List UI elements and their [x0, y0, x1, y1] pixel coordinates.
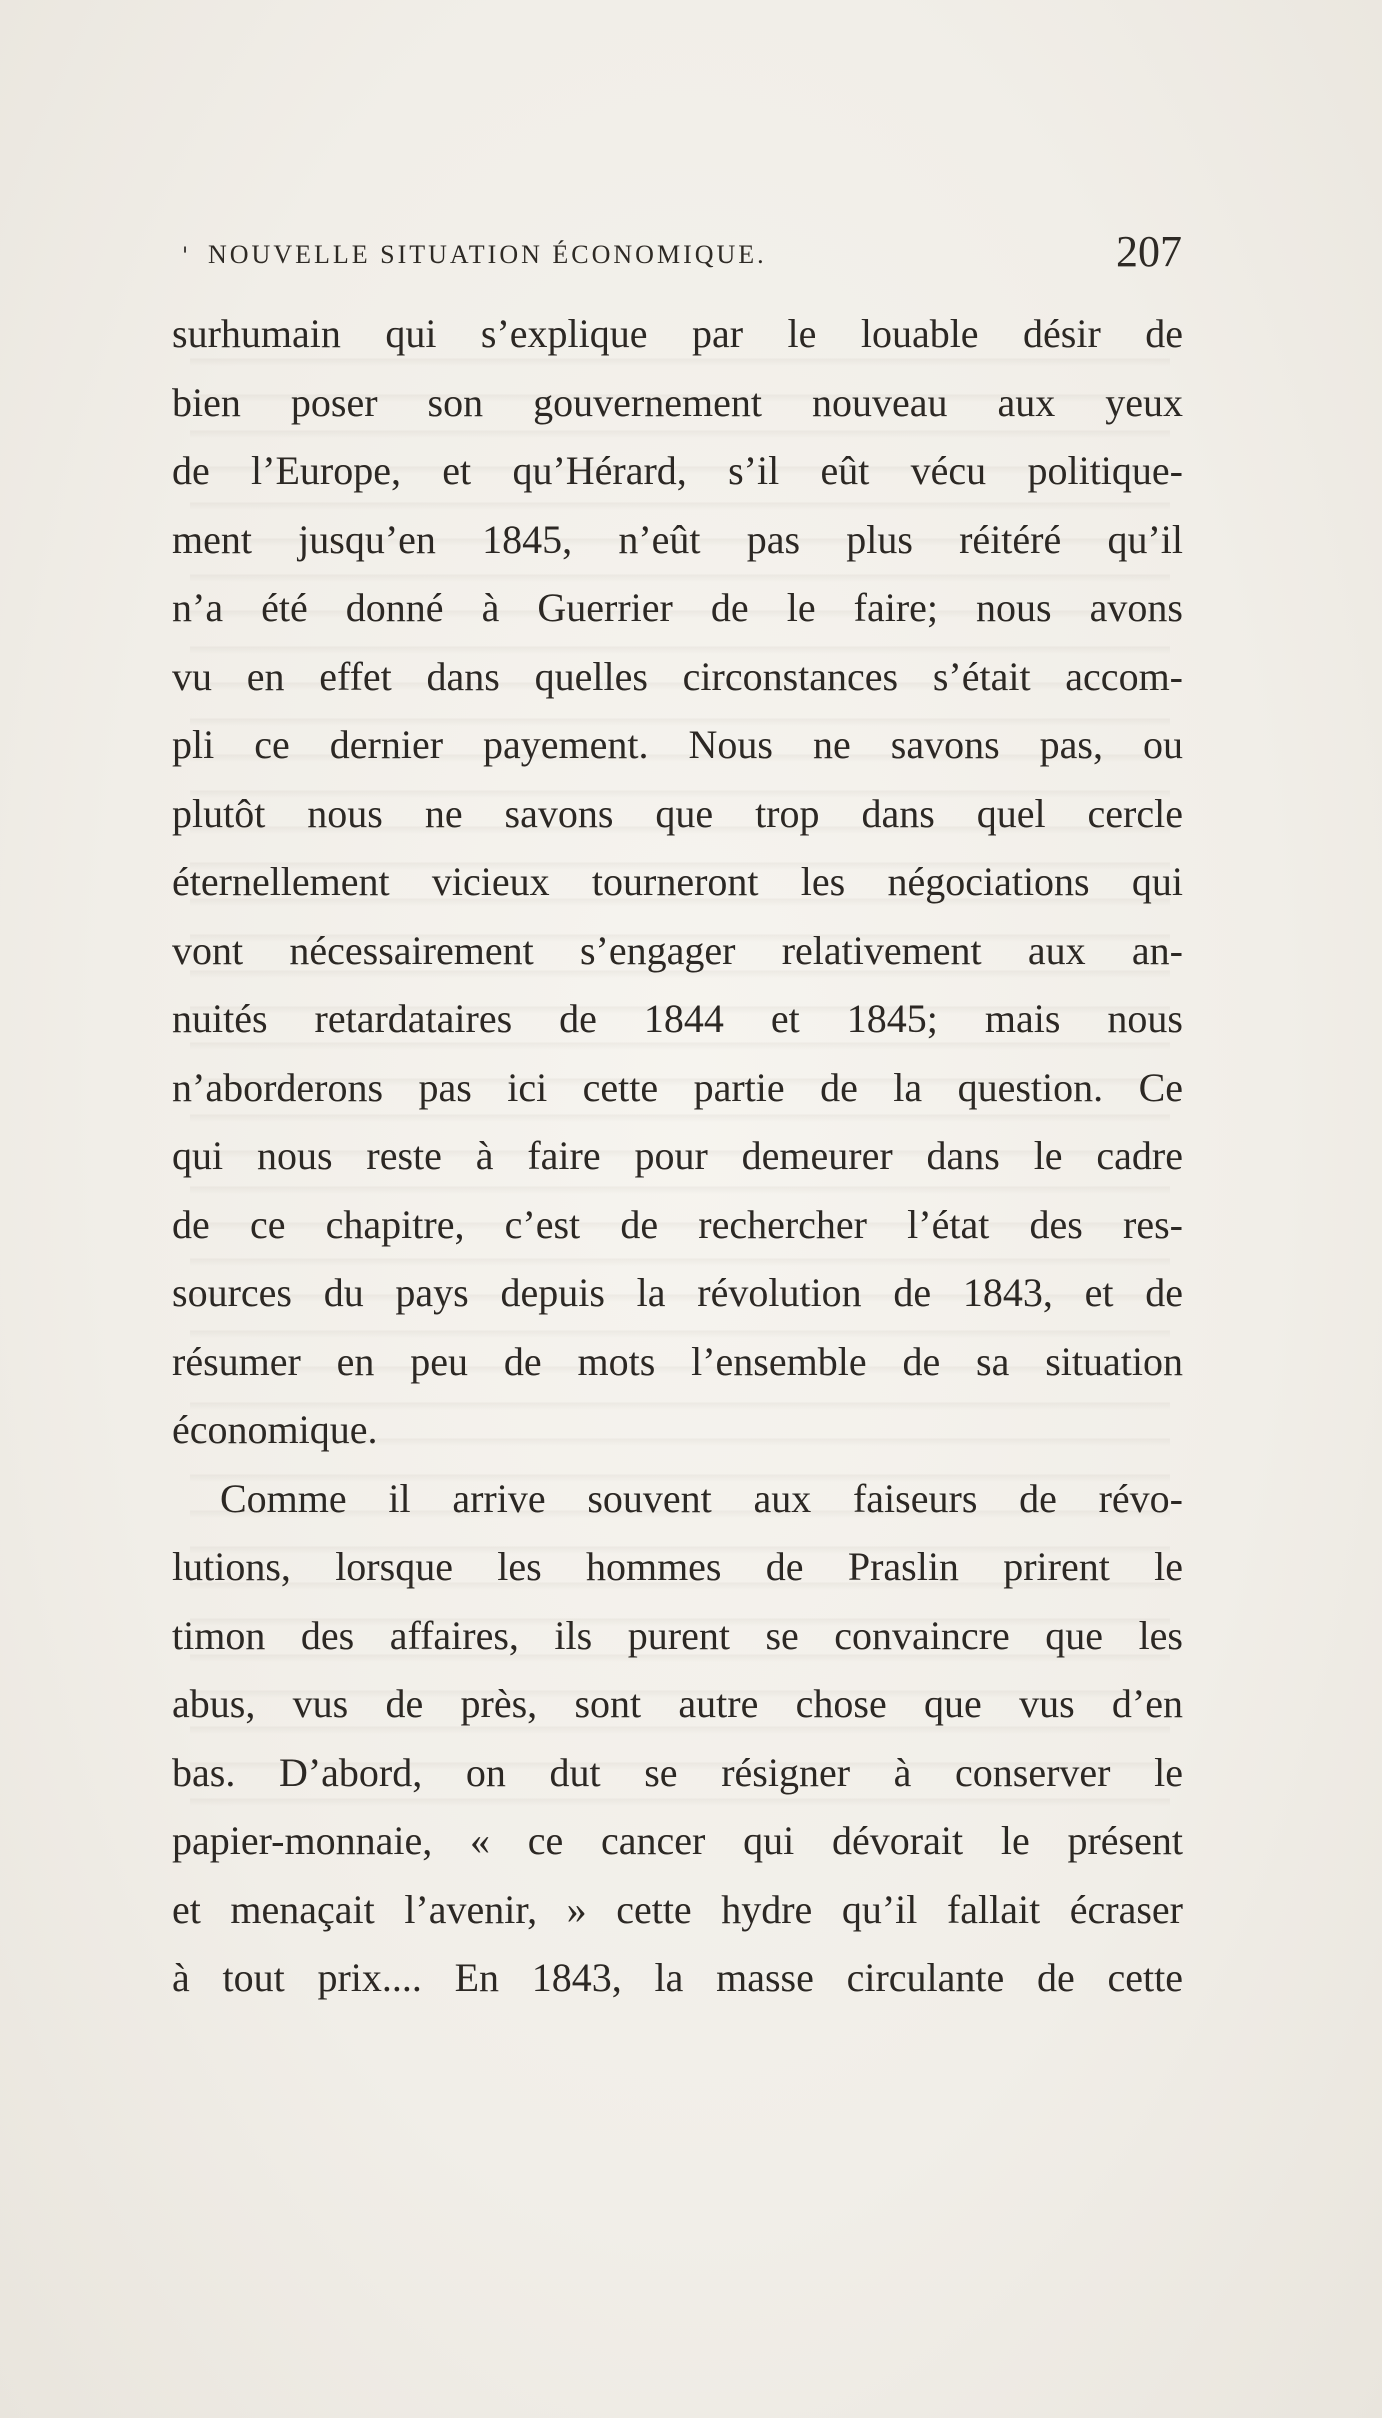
- text-line: plutôt nous ne savons que trop dans quel cercle: [172, 790, 1183, 836]
- text-line: n’a été donné à Guerrier de le faire; nous avons: [172, 585, 1183, 630]
- text-line: papier-monnaie, « ce cancer qui dévorait le présent: [172, 1818, 1183, 1863]
- text-line: vont nécessairement s’engager relativement aux an-: [172, 927, 1183, 973]
- body-text: [172, 300, 1183, 2013]
- text-line: timon des affaires, ils purent se convaincre que les: [172, 1612, 1183, 1658]
- header-mark: ': [182, 244, 189, 269]
- text-line: sources du pays depuis la révolution de 1843, et de: [172, 1270, 1183, 1315]
- text-line: pli ce dernier payement. Nous ne savons pas, ou: [172, 722, 1183, 767]
- text-line: n’aborderons pas ici cette partie de la question. Ce: [172, 1064, 1183, 1110]
- paragraph-end-line: économique.: [172, 1407, 378, 1452]
- text-line: de ce chapitre, c’est de rechercher l’état des res-: [172, 1201, 1183, 1247]
- text-line: ment jusqu’en 1845, n’eût pas plus réitéré qu’il: [172, 516, 1183, 562]
- paragraph-start-line: Comme il arrive souvent aux faiseurs de révo-: [220, 1475, 1183, 1521]
- text-line: éternellement vicieux tourneront les négociations qui: [172, 859, 1183, 904]
- text-line: bien poser son gouvernement nouveau aux yeux: [172, 379, 1183, 425]
- text-line: de l’Europe, et qu’Hérard, s’il eût vécu politique-: [172, 448, 1183, 493]
- text-line: nuités retardataires de 1844 et 1845; mais nous: [172, 996, 1183, 1041]
- page-number: 207: [1116, 227, 1182, 276]
- text-line: résumer en peu de mots l’ensemble de sa situation: [172, 1338, 1183, 1384]
- text-line: vu en effet dans quelles circonstances s’était accom-: [172, 653, 1183, 699]
- running-title: NOUVELLE SITUATION ÉCONOMIQUE.: [208, 240, 767, 269]
- text-line: bas. D’abord, on dut se résigner à conserver le: [172, 1749, 1183, 1795]
- text-line: à tout prix.... En 1843, la masse circulante de cette: [172, 1955, 1183, 2000]
- text-line: qui nous reste à faire pour demeurer dans le cadre: [172, 1133, 1183, 1178]
- text-line: et menaçait l’avenir, » cette hydre qu’il fallait écraser: [172, 1886, 1183, 1932]
- text-line: surhumain qui s’explique par le louable désir de: [172, 311, 1183, 356]
- text-line: abus, vus de près, sont autre chose que vus d’en: [172, 1681, 1183, 1726]
- text-line: lutions, lorsque les hommes de Praslin prirent le: [172, 1544, 1183, 1589]
